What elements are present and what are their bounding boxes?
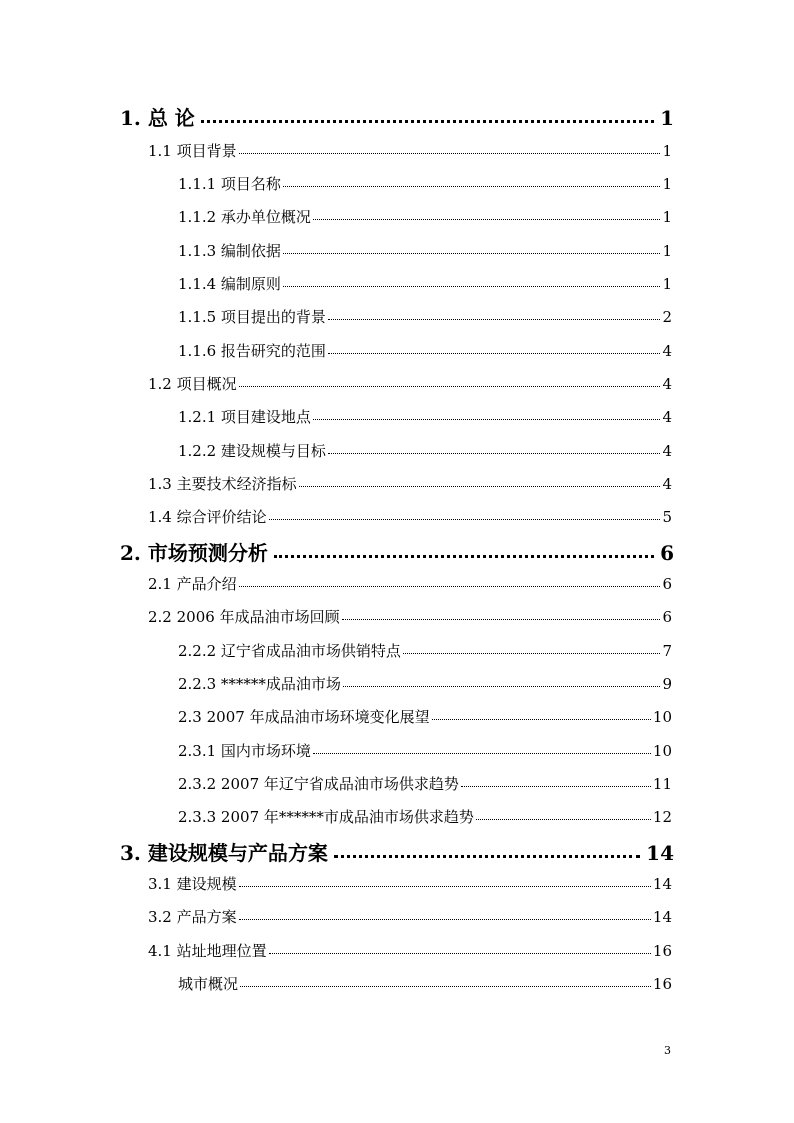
- toc-entry-title: 1.1.6 报告研究的范围: [178, 342, 326, 360]
- toc-entry-page: 4: [662, 408, 672, 426]
- toc-entry-page: 14: [652, 875, 672, 893]
- dot-leader: [283, 253, 661, 254]
- toc-entry-title: 2.3.3 2007 年******市成品油市场供求趋势: [178, 808, 474, 826]
- toc-entry-page: 16: [652, 975, 672, 993]
- dot-leader: [239, 153, 661, 154]
- dot-leader: [432, 719, 651, 720]
- toc-entry[interactable]: [120, 837, 674, 866]
- toc-entry-page: 7: [662, 642, 672, 660]
- toc-entry-title: 1.1.2 承办单位概况: [178, 208, 311, 226]
- toc-entry-title: 3.1 建设规模: [148, 875, 237, 893]
- toc-entry-title: 2.3.2 2007 年辽宁省成品油市场供求趋势: [178, 775, 459, 793]
- dot-leader: [299, 486, 661, 487]
- toc-entry[interactable]: [178, 673, 672, 694]
- toc-entry[interactable]: [120, 537, 674, 566]
- dot-leader: [313, 753, 651, 754]
- toc-entry-title: 1.1.1 项目名称: [178, 175, 281, 193]
- toc-entry-page: 5: [662, 508, 672, 526]
- toc-entry[interactable]: [148, 373, 672, 394]
- toc-entry-page: 1: [662, 142, 672, 160]
- toc-entry[interactable]: [178, 806, 672, 827]
- toc-entry-page: 4: [662, 342, 672, 360]
- toc-entry[interactable]: [178, 973, 672, 994]
- toc-entry-page: 4: [662, 475, 672, 493]
- dot-leader: [269, 953, 651, 954]
- toc-entry[interactable]: [148, 506, 672, 527]
- toc-entry[interactable]: [178, 306, 672, 327]
- toc-entry[interactable]: [178, 440, 672, 461]
- toc-entry-page: 6: [662, 608, 672, 626]
- toc-entry-title: 1.2.1 项目建设地点: [178, 408, 311, 426]
- toc-entry-title: 1. 总 论: [120, 106, 195, 130]
- toc-entry-page: 12: [652, 808, 672, 826]
- dot-leader: [334, 855, 640, 858]
- toc-entry-title: 2.3.1 国内市场环境: [178, 742, 311, 760]
- toc-entry-title: 4.1 站址地理位置: [148, 942, 267, 960]
- toc-entry[interactable]: [148, 873, 672, 894]
- toc-entry-page: 6: [662, 575, 672, 593]
- toc-entry-page: 1: [662, 208, 672, 226]
- dot-leader: [239, 919, 651, 920]
- dot-leader: [283, 186, 661, 187]
- toc-entry-title: 1.2 项目概况: [148, 375, 237, 393]
- dot-leader: [476, 819, 651, 820]
- toc-entry-page: 10: [652, 708, 672, 726]
- dot-leader: [343, 686, 661, 687]
- toc-entry-page: 10: [652, 742, 672, 760]
- toc-entry-title: 1.1.5 项目提出的背景: [178, 308, 326, 326]
- toc-entry[interactable]: [178, 706, 672, 727]
- dot-leader: [239, 386, 661, 387]
- toc-entry-title: 1.3 主要技术经济指标: [148, 475, 297, 493]
- toc-entry[interactable]: [120, 102, 674, 131]
- dot-leader: [313, 419, 661, 420]
- dot-leader: [461, 786, 651, 787]
- dot-leader: [342, 619, 661, 620]
- toc-entry-page: 6: [660, 541, 674, 565]
- dot-leader: [283, 286, 661, 287]
- toc-entry-title: 2. 市场预测分析: [120, 541, 268, 565]
- toc-entry[interactable]: [148, 906, 672, 927]
- toc-entry-title: 1.1 项目背景: [148, 142, 237, 160]
- toc-entry-page: 14: [652, 908, 672, 926]
- toc-entry[interactable]: [178, 740, 672, 761]
- toc-entry-title: 2.2 2006 年成品油市场回顾: [148, 608, 340, 626]
- toc-entry-title: 2.2.2 辽宁省成品油市场供销特点: [178, 642, 401, 660]
- toc-entry-title: 3.2 产品方案: [148, 908, 237, 926]
- dot-leader: [239, 586, 661, 587]
- toc-entry-page: 2: [662, 308, 672, 326]
- dot-leader: [328, 319, 661, 320]
- toc-entry-title: 3. 建设规模与产品方案: [120, 841, 328, 865]
- toc-entry[interactable]: [178, 406, 672, 427]
- toc-entry[interactable]: [148, 473, 672, 494]
- toc-entry-page: 1: [662, 175, 672, 193]
- dot-leader: [201, 120, 654, 123]
- toc-entry[interactable]: [178, 273, 672, 294]
- toc-entry-title: 1.2.2 建设规模与目标: [178, 442, 326, 460]
- dot-leader: [328, 453, 661, 454]
- toc-entry-title: 1.1.3 编制依据: [178, 242, 281, 260]
- toc-entry[interactable]: [178, 340, 672, 361]
- dot-leader: [269, 519, 661, 520]
- toc-entry[interactable]: [178, 240, 672, 261]
- toc-entry[interactable]: [178, 173, 672, 194]
- dot-leader: [239, 886, 651, 887]
- dot-leader: [240, 986, 651, 987]
- toc-entry-page: 1: [662, 275, 672, 293]
- toc-entry-title: 1.4 综合评价结论: [148, 508, 267, 526]
- toc-entry-page: 16: [652, 942, 672, 960]
- toc-entry-page: 4: [662, 442, 672, 460]
- toc-entry-title: 1.1.4 编制原则: [178, 275, 281, 293]
- toc-entry-page: 9: [662, 675, 672, 693]
- toc-entry-page: 1: [662, 242, 672, 260]
- toc-entry[interactable]: [148, 940, 672, 961]
- toc-entry[interactable]: [178, 773, 672, 794]
- toc-entry-page: 4: [662, 375, 672, 393]
- toc-entry[interactable]: [148, 140, 672, 161]
- toc-entry[interactable]: [178, 206, 672, 227]
- toc-entry[interactable]: [148, 606, 672, 627]
- toc-entry-title: 2.3 2007 年成品油市场环境变化展望: [178, 708, 430, 726]
- toc-entry-page: 14: [646, 841, 674, 865]
- page-number: 3: [664, 1044, 671, 1057]
- dot-leader: [328, 353, 661, 354]
- toc-entry-title: 2.2.3 ******成品油市场: [178, 675, 341, 693]
- dot-leader: [313, 219, 661, 220]
- toc-entry-title: 2.1 产品介绍: [148, 575, 237, 593]
- toc-entry[interactable]: [178, 640, 672, 661]
- toc-entry-page: 11: [652, 775, 672, 793]
- dot-leader: [403, 653, 661, 654]
- toc-entry[interactable]: [148, 573, 672, 594]
- toc-entry-title: 城市概况: [178, 975, 239, 993]
- dot-leader: [274, 555, 654, 558]
- toc-entry-page: 1: [660, 106, 674, 130]
